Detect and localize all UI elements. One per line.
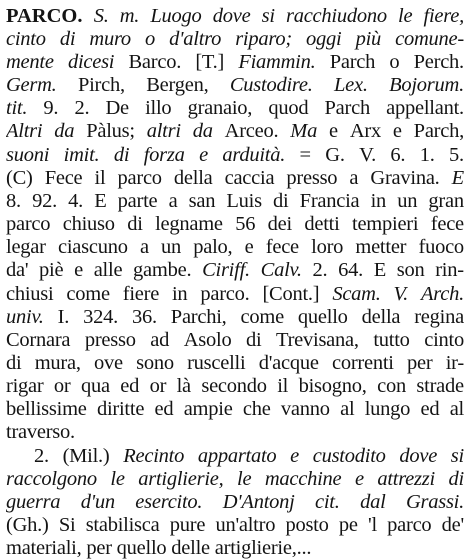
word: Si <box>58 514 76 536</box>
word: materiali, <box>6 537 82 559</box>
word: 2. <box>34 445 49 467</box>
italic-word: di <box>59 28 76 50</box>
word: Trevisana, <box>276 329 359 351</box>
italic-word: mente <box>6 51 54 73</box>
italic-word: d'altro <box>169 28 222 50</box>
word: 9. <box>43 97 59 119</box>
word: legar <box>6 236 46 258</box>
italic-word: fiere, <box>423 5 464 27</box>
word: 64. <box>338 259 363 281</box>
word: Parch <box>329 51 376 73</box>
word: secondo <box>201 375 267 397</box>
word: pe <box>338 514 358 536</box>
word: legname <box>155 213 223 235</box>
word: (C) <box>6 167 33 189</box>
word: con <box>377 375 406 397</box>
word: parco <box>387 514 432 536</box>
word: un <box>397 190 418 212</box>
word: = <box>299 144 311 166</box>
word: e <box>74 259 83 281</box>
word: Fece <box>44 167 83 189</box>
word: Pirch, <box>77 74 125 96</box>
text-line <box>6 444 464 468</box>
italic-word: univ. <box>6 306 44 328</box>
word: son <box>396 259 425 281</box>
word: [T.] <box>195 51 225 73</box>
word: gambe. <box>133 259 192 281</box>
word: quello <box>297 306 348 328</box>
word: appellant. <box>386 97 464 119</box>
word: (Mil.) <box>62 445 110 467</box>
word: Barco. <box>128 51 182 73</box>
italic-word: si <box>450 445 464 467</box>
italic-word: le <box>237 468 252 490</box>
word: or <box>149 375 167 397</box>
word: da' <box>6 259 29 281</box>
word: Pàlus; <box>86 120 135 142</box>
italic-word: tit. <box>6 97 28 119</box>
italic-word: Altri <box>6 120 43 142</box>
text-line <box>6 143 464 167</box>
word: di <box>6 352 22 374</box>
word: mura, <box>34 352 81 374</box>
word: diritte <box>96 398 145 420</box>
word: palo, <box>193 236 233 258</box>
headword: PARCO. <box>6 5 83 27</box>
word: chiuso <box>62 213 115 235</box>
word: V. <box>359 144 376 166</box>
italic-word: e <box>354 468 364 490</box>
word: il <box>94 167 106 189</box>
text-line <box>6 166 464 190</box>
italic-word: forza <box>143 144 185 166</box>
italic-word: racchiudono <box>285 5 387 27</box>
italic-word: riparo; <box>235 28 292 50</box>
word: fece <box>430 213 464 235</box>
word: I. <box>57 306 70 328</box>
text-line <box>6 50 464 74</box>
word: lungo <box>364 398 411 420</box>
italic-word: Recinto <box>123 445 185 467</box>
word: stabilisca <box>85 514 160 536</box>
word: 6. <box>390 144 406 166</box>
word: 56 <box>235 213 256 235</box>
word: Francia <box>299 190 360 212</box>
word: quello <box>116 537 167 559</box>
text-line <box>6 420 464 444</box>
word: vanno <box>280 398 330 420</box>
word: 4. <box>68 190 83 212</box>
italic-word: da <box>192 120 213 142</box>
word: rin- <box>435 259 464 281</box>
word: 324. <box>83 306 118 328</box>
italic-word: appartato <box>197 445 277 467</box>
italic-word: dicesi <box>67 51 115 73</box>
italic-word: esercito. <box>135 491 203 513</box>
text-line <box>6 490 464 514</box>
italic-word: le <box>110 468 125 490</box>
word: 2. <box>312 259 328 281</box>
word: artiglierie,... <box>214 537 312 559</box>
italic-word: cit. <box>315 491 340 513</box>
word: Parchi, <box>170 306 227 328</box>
italic-word: e <box>199 144 208 166</box>
text-line <box>6 189 464 213</box>
italic-word: Fiammin. <box>238 51 316 73</box>
italic-word: guerra <box>6 491 61 513</box>
word: come <box>66 283 110 305</box>
word: delle <box>171 537 210 559</box>
word: alle <box>93 259 123 281</box>
word: che <box>242 398 271 420</box>
word: san <box>188 190 216 212</box>
text-line <box>6 27 464 51</box>
italic-word: E <box>451 167 464 189</box>
word: E <box>373 259 386 281</box>
word: 36. <box>131 306 157 328</box>
word: e <box>392 120 402 142</box>
word: fece <box>265 236 299 258</box>
text-line <box>6 467 464 491</box>
word: della <box>361 306 401 328</box>
italic-word: macchine <box>264 468 342 490</box>
word: Parch <box>324 97 370 119</box>
word: E <box>94 190 107 212</box>
word: posto <box>285 514 329 536</box>
text-line <box>6 4 464 28</box>
word: metter <box>355 236 407 258</box>
word: parco. <box>200 283 250 305</box>
word: dei <box>267 213 292 235</box>
word: ed <box>120 375 140 397</box>
word: Arceo. <box>224 120 279 142</box>
word: e <box>244 236 254 258</box>
word: qua <box>80 375 110 397</box>
word: 'l <box>368 514 377 536</box>
italic-word: Ma <box>290 120 318 142</box>
italic-word: da <box>54 120 75 142</box>
word: detti <box>304 213 340 235</box>
italic-word: d'un <box>80 491 115 513</box>
word: a <box>139 236 149 258</box>
word: un <box>161 236 182 258</box>
word: di <box>127 213 143 235</box>
italic-word: suoni <box>6 144 50 166</box>
word: bisogno, <box>298 375 367 397</box>
word: cinto <box>424 329 464 351</box>
word: ampie <box>183 398 233 420</box>
text-line <box>6 282 464 306</box>
text-line <box>6 351 464 375</box>
word: il <box>277 375 289 397</box>
word: a <box>168 190 178 212</box>
word: tutto <box>373 329 410 351</box>
word: Parch, <box>413 120 464 142</box>
italic-word: dove <box>399 445 438 467</box>
word: per <box>86 537 112 559</box>
italic-word: D'Antonj <box>222 491 295 513</box>
italic-word: più <box>355 28 382 50</box>
word: ruscelli <box>187 352 246 374</box>
italic-word: Ciriff. <box>202 259 250 281</box>
word: gran <box>428 190 464 212</box>
word: illo <box>145 97 172 119</box>
word: pure <box>169 514 206 536</box>
word: là <box>176 375 191 397</box>
word: loro <box>311 236 344 258</box>
word: ir- <box>445 352 464 374</box>
word: al <box>449 398 464 420</box>
italic-word: muro <box>89 28 131 50</box>
word: ed <box>420 398 440 420</box>
word: or <box>53 375 71 397</box>
italic-word: imit. <box>63 144 100 166</box>
word: 2. <box>74 97 90 119</box>
text-line <box>6 212 464 236</box>
word: strade <box>416 375 464 397</box>
word: caccia <box>224 167 275 189</box>
word: in <box>171 283 188 305</box>
italic-word: Custodire. <box>229 74 313 96</box>
text-line <box>6 305 464 329</box>
text-line <box>6 96 464 120</box>
text-line <box>6 258 464 282</box>
word: De <box>105 97 129 119</box>
word: tempieri <box>352 213 419 235</box>
word: 1. <box>419 144 435 166</box>
text-line <box>6 328 464 352</box>
word: della <box>173 167 213 189</box>
italic-word: Grassi. <box>405 491 464 513</box>
italic-word: Germ. <box>6 74 57 96</box>
word: quod <box>268 97 309 119</box>
word: presso <box>84 329 136 351</box>
word: ove <box>93 352 123 374</box>
word: parco <box>6 213 51 235</box>
italic-word: altri <box>146 120 181 142</box>
italic-word: Calv. <box>260 259 302 281</box>
word: piè <box>39 259 64 281</box>
word: come <box>240 306 284 328</box>
word: correnti <box>331 352 394 374</box>
italic-word: S. <box>93 5 109 27</box>
word: ciascuno <box>57 236 128 258</box>
word: de' <box>441 514 464 536</box>
word: rigar <box>6 375 44 397</box>
word: un'altro <box>215 514 276 536</box>
italic-word: e <box>290 445 300 467</box>
text-line <box>6 397 464 421</box>
italic-word: attrezzi <box>377 468 435 490</box>
word: Bergen, <box>146 74 209 96</box>
word: fiere <box>122 283 160 305</box>
word: Asolo <box>183 329 232 351</box>
italic-word: o <box>145 28 156 50</box>
italic-word: Luogo <box>150 5 202 27</box>
italic-word: si <box>261 5 275 27</box>
text-line <box>6 374 464 398</box>
word: o <box>389 51 400 73</box>
word: parte <box>117 190 158 212</box>
word: presso <box>286 167 338 189</box>
word: al <box>340 398 355 420</box>
italic-word: le <box>398 5 413 27</box>
word: traverso. <box>6 421 75 443</box>
word: Arx <box>349 120 381 142</box>
italic-word: Arch. <box>420 283 464 305</box>
italic-word: dal <box>360 491 386 513</box>
word: di <box>273 190 289 212</box>
word: bellissime <box>6 398 87 420</box>
word: sono <box>136 352 174 374</box>
word: (Gh.) <box>6 514 49 536</box>
word: fuoco <box>418 236 464 258</box>
italic-word: V. <box>393 283 409 305</box>
word: Cornara <box>6 329 71 351</box>
italic-word: di <box>448 468 464 490</box>
word: in <box>370 190 387 212</box>
italic-word: di <box>113 144 130 166</box>
italic-word: Bojorum. <box>389 74 464 96</box>
word: regina <box>414 306 464 328</box>
word: Gravina. <box>370 167 440 189</box>
italic-word: Scam. <box>332 283 381 305</box>
word: 92. <box>32 190 57 212</box>
word: 5. <box>449 144 464 166</box>
word: ad <box>150 329 170 351</box>
italic-word: oggi <box>306 28 342 50</box>
word: 8. <box>6 190 21 212</box>
word: a <box>349 167 359 189</box>
word: parco <box>117 167 162 189</box>
text-line <box>6 235 464 259</box>
word: Luis <box>226 190 262 212</box>
italic-word: artiglierie, <box>138 468 224 490</box>
word: d'acque <box>258 352 319 374</box>
text-line <box>6 119 464 143</box>
word: G. <box>325 144 345 166</box>
italic-word: dove <box>212 5 251 27</box>
italic-word: raccolgono <box>6 468 97 490</box>
italic-word: Lex. <box>333 74 368 96</box>
italic-word: custodito <box>312 445 386 467</box>
word: chiusi <box>6 283 54 305</box>
italic-word: comune- <box>395 28 464 50</box>
text-line <box>6 536 464 560</box>
word: di <box>246 329 262 351</box>
italic-word: m. <box>119 5 140 27</box>
text-line <box>6 73 464 97</box>
word: granaio, <box>187 97 253 119</box>
word: Perch. <box>413 51 464 73</box>
italic-word: arduità. <box>222 144 286 166</box>
word: e <box>329 120 338 142</box>
word: [Cont.] <box>262 283 320 305</box>
word: per <box>407 352 433 374</box>
italic-word: cinto <box>6 28 46 50</box>
word: ed <box>154 398 174 420</box>
